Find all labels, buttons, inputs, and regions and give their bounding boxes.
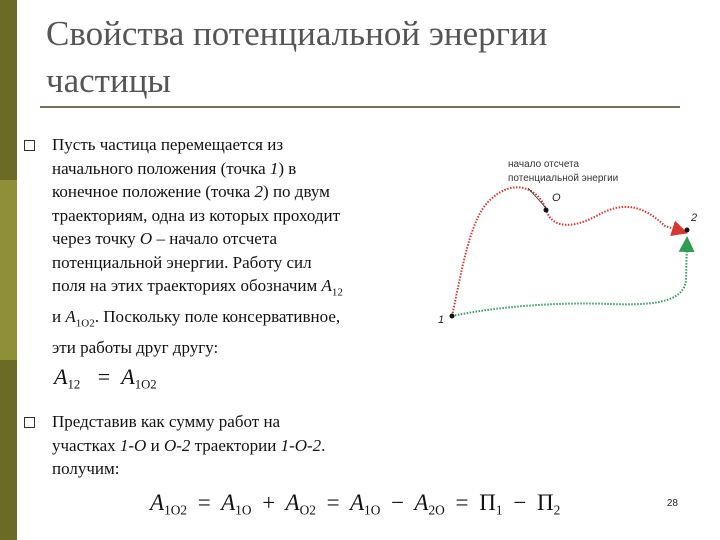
eq-sub: 1: [495, 502, 503, 518]
slide-title-line2: частицы: [46, 61, 171, 100]
text: начального положения (точка: [52, 158, 270, 178]
eq-sign: −: [391, 490, 405, 515]
eq-sub: 1O: [235, 502, 252, 518]
subscript: 1O2: [75, 317, 95, 330]
point-2-dot: [685, 228, 690, 233]
eq-var: A: [221, 490, 236, 515]
bullet1-line: [52, 204, 412, 228]
bullet2-line: [52, 457, 452, 481]
eq-var: A: [54, 364, 68, 389]
bullet1-line: [52, 227, 412, 251]
left-stripe-bottom: [0, 360, 17, 540]
left-stripe-top: [0, 0, 17, 180]
eq-var: Π: [479, 490, 496, 515]
green-direct-trajectory: [452, 240, 687, 316]
eq-sign: =: [197, 490, 211, 515]
point-O-dot: [544, 208, 549, 213]
point-2-label: 2: [691, 212, 698, 224]
work-symbol: A: [321, 276, 332, 295]
eq-sign: =: [455, 490, 469, 515]
text: и: [52, 306, 66, 326]
eq-var: Π: [537, 490, 554, 515]
text: Представив как сумму работ на: [52, 412, 281, 431]
equation-work-equality: [54, 364, 157, 392]
bullet1-line: [52, 251, 412, 275]
origin-label-line2: потенциальной энергии: [508, 173, 619, 184]
bullet1-line: [52, 274, 412, 305]
title-underline: [40, 106, 680, 108]
text: через точку: [52, 229, 140, 248]
eq-sub: 2O: [428, 502, 445, 518]
text: Пусть частица перемещается из: [52, 135, 284, 154]
eq-var: A: [414, 490, 429, 515]
text: потенциальной энергии. Работу сил: [52, 252, 312, 272]
segment-ref: O-2: [163, 435, 191, 455]
bullet1-line: [52, 180, 412, 204]
origin-label-line1: начало отсчета: [508, 159, 580, 170]
text: . Поскольку поле консервативное,: [94, 306, 341, 326]
point-ref: 2: [254, 182, 264, 201]
point-ref: 1: [269, 158, 279, 178]
eq-sub: 2: [553, 502, 561, 518]
eq-var: A: [121, 364, 135, 389]
text: – начало отсчета: [152, 229, 278, 248]
text: и: [146, 435, 164, 455]
text: участках: [52, 435, 120, 455]
bullet1-line: [52, 157, 412, 181]
text: поля на этих траекториях обозначим: [52, 276, 322, 295]
bullet2-paragraph: [52, 410, 452, 481]
text: .: [321, 435, 326, 455]
point-1-dot: [450, 314, 455, 319]
text: получим:: [52, 459, 120, 478]
text: ) в: [278, 158, 297, 178]
eq-sign: =: [326, 490, 340, 515]
bullet2-line: [52, 410, 452, 434]
eq-sub: 1O2: [164, 502, 188, 518]
bullet-square-icon: [24, 140, 35, 151]
slide-title: [46, 10, 547, 104]
eq-var: A: [349, 490, 365, 515]
segment-ref: 1-O: [119, 435, 147, 455]
page-number: 28: [666, 498, 678, 509]
eq-sub: O2: [299, 502, 316, 518]
subscript: 12: [331, 286, 343, 299]
text: траекториям, одна из которых проходит: [52, 205, 341, 225]
text: траектории: [190, 435, 281, 455]
bullet-square-icon: [24, 417, 35, 428]
text: эти работы друг другу:: [52, 337, 219, 357]
point-ref: O: [139, 229, 153, 248]
equation-potential-difference: [150, 490, 560, 519]
red-trajectory-via-O: [452, 187, 684, 316]
eq-sign: −: [513, 490, 527, 515]
label-pointer-line: [528, 188, 546, 208]
eq-sub: 1O2: [134, 377, 157, 392]
bullet1-line: [52, 133, 412, 157]
text: ) по двум: [263, 182, 330, 201]
eq-var: A: [285, 490, 300, 515]
eq-sub: 1O: [364, 502, 381, 518]
point-1-label: 1: [438, 314, 445, 326]
left-stripe-middle: [0, 180, 17, 360]
eq-sign: +: [262, 490, 276, 515]
eq-sub: 12: [67, 377, 81, 392]
eq-var: A: [150, 490, 165, 515]
work-symbol: A: [65, 306, 76, 326]
bullet1-line: [52, 336, 412, 360]
bullet2-line: [52, 434, 452, 458]
bullet1-paragraph: [52, 133, 412, 359]
text: конечное положение (точка: [52, 182, 255, 201]
point-O-label: O: [552, 192, 561, 204]
slide-title-line1: Свойства потенциальной энергии: [46, 14, 548, 53]
bullet1-line: [52, 305, 412, 336]
segment-ref: 1-O-2: [280, 435, 322, 455]
eq-sign: =: [97, 364, 111, 389]
